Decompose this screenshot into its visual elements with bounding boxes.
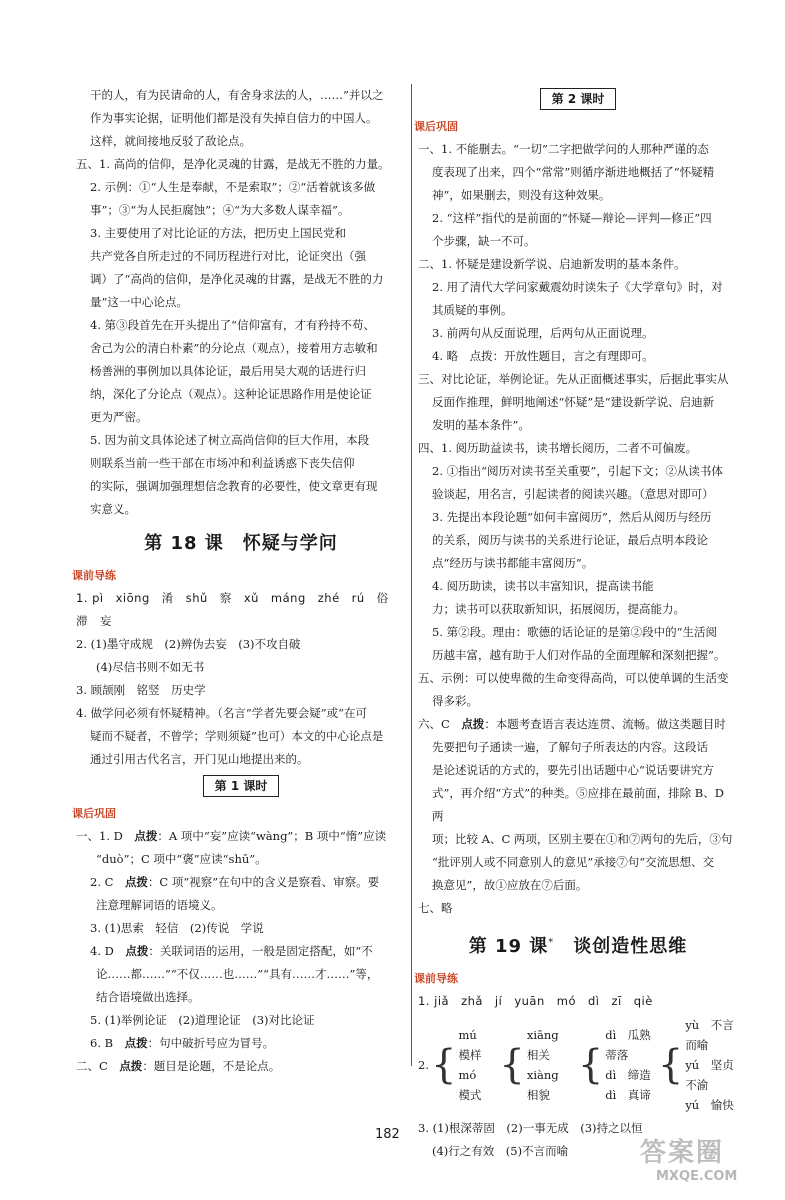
answer-line: 七、略 [418,901,453,915]
section-review-heading: 课后巩固 [72,807,116,820]
answer-line: “duò”；C 项中“褒”应读“shū”。 [96,852,267,866]
watermark-url: MXQE.COM [656,1169,738,1184]
hint-label: 点拨 [125,944,149,958]
hint-label: 点拨 [124,875,148,889]
text-line: 2. 示例：①“人生是奉献，不是索取”；②“活着就该多做 [90,180,376,194]
hint-label: 点拨 [119,1059,143,1073]
lesson-number: 第 19 课 [468,936,549,957]
group-item: xiāng 相关 [526,1028,571,1062]
section-preview-heading: 课前导练 [72,569,116,582]
answer-line: 五、示例：可以使卑微的生命变得高尚，可以使单调的生活变 [418,671,729,685]
section-preview-heading: 课前导练 [414,972,458,985]
page-number: 182 [375,1127,400,1142]
brace-glyph: { [577,1042,604,1088]
text-line: 调）了“高尚的信仰，是净化灵魂的甘露，是战无不胜的力 [90,272,384,286]
answer-line [76,871,406,894]
group-item: yù 不言而喻 [685,1018,734,1052]
answer-5-1: 五、1. 高尚的信仰，是净化灵魂的甘露，是战无不胜的力量。 [76,157,390,171]
right-column [414,84,738,1163]
answer-line: 2. ①指出“阅历对读书至关重要”，引起下文；②从读书体 [432,464,723,478]
text-line: 这样，就间接地反驳了敌论点。 [90,134,251,148]
answer-line: 个步骤，缺一不可。 [432,234,536,248]
answer-line: 4. 做学问必须有怀疑精神。（名言“学者先要会疑”或“在可 [76,706,368,720]
answer-line: 的关系，阅历与读书的关系进行论证，最后点明本段论 [432,533,708,547]
watermark-logo [640,1132,765,1192]
text-line: 更为严密。 [90,410,148,424]
answer-line: 2. (1)墨守成规 (2)辨伪去妄 (3)不攻自破 [76,637,301,651]
answer-line [76,1055,406,1078]
answer-line: 一、1. 不能删去。“一切”二字把做学问的人那种严谨的态 [418,142,709,156]
answer-text: ：C 项“视察”在句中的含义是察看、审察。要 [147,875,380,889]
answer-line: 三、对比论证，举例论证。先从正面概述事实，后据此事实从 [418,372,729,386]
answer-line: 4. 阅历助读，读书以丰富知识，提高读书能 [432,579,654,593]
group-item: mú 模样 [458,1028,489,1062]
group-item: mó 模式 [458,1068,488,1102]
text-line: 舍己为公的清白朴素”的分论点（观点），接着用方志敏和 [90,341,378,355]
brace-glyph: { [430,1042,457,1088]
answer-text: 4. D [90,944,126,958]
answer-line: 历越丰富，越有助于人们对作品的全面理解和深刻把握”。 [432,648,726,662]
answer-text: 6. B [90,1036,125,1050]
group-2 [527,1025,576,1105]
answer-text: 一、1. D [76,829,135,843]
text-line: 共产党各自所走过的不同历程进行对比，论证突出（强 [90,249,366,263]
answer-line: 四、1. 阅历助益读书，读书增长阅历，二者不可偏废。 [418,441,698,455]
answer-line: 式”，再介绍“方式”的种类。⑤应排在最前面，排除 B、D 两 [432,786,724,823]
answer-text: ：本题考查语言表达连贯、流畅。做这类题目时 [484,717,726,731]
answer-line: 3. 前两句从反面说理，后两句从正面说理。 [432,326,654,340]
answer-line: 点“经历与读书都能丰富阅历”。 [432,556,594,570]
group-item: yú 坚贞不渝 [685,1058,734,1092]
answer-line: 先要把句子通读一遍，了解句子所表达的内容。这段话 [432,740,708,754]
group-3 [605,1025,656,1105]
answer-line: 项；比较 A、C 两项，区别主要在①和⑦两句的先后，③句 [432,832,733,846]
answer-text: ：A 项中“妄”应读“wàng”；B 项中“惰”应读 [157,829,387,843]
answer-line: 通过引用古代名言，开门见山地提出来的。 [90,752,309,766]
answer-line: 4. 略 点拨：开放性题目，言之有理即可。 [432,349,654,363]
text-line: 的实际，强调加强理想信念教育的必要性，使文章更有现 [90,479,378,493]
answer-line [418,713,738,736]
answer-line: 度表现了出来，四个“常常”则循序渐进地概括了“怀疑精 [432,165,715,179]
answer-line: 是论述说话的方式的，要先引出话题中心“说话要讲究方 [432,763,714,777]
pinyin-answers: 1. pì xiōng 淆 shǔ 察 xǔ máng zhé rú 俗 滞 妄 [76,591,401,628]
optional-star: * [548,937,555,948]
text-line: 5. 因为前文具体论述了树立高尚信仰的巨大作用，本段 [90,433,370,447]
hint-label: 点拨 [124,1036,148,1050]
lesson-19-title [418,928,738,962]
answer-line: 验谈起，用名言，引起读者的阅读兴趣。（意思对即可） [432,487,714,501]
text-line: 作为事实论据，证明他们都是没有失掉自信力的中国人。 [90,111,378,125]
answer-line: (4)尽信书则不如无书 [96,660,205,674]
lesson-18-title: 第 18 课 怀疑与学问 [144,533,338,554]
column-divider [411,84,412,1066]
left-column [72,84,406,1078]
polyphone-groups [418,1015,738,1115]
hint-label: 点拨 [134,829,158,843]
group-4 [685,1015,738,1115]
answer-text: ：题目是论题，不是论点。 [142,1059,281,1073]
answer-line [76,940,406,963]
section-review-heading: 课后巩固 [414,120,458,133]
answer-line: 反面作推理，鲜明地阐述“怀疑”是“建设新学说、启迪新 [432,395,715,409]
answer-line: 5. (1)举例论证 (2)道理论证 (3)对比论证 [90,1013,315,1027]
watermark-text: 答案圈 [640,1138,725,1168]
answer-text: 二、C [76,1059,120,1073]
group-item: dì 真谛 [605,1088,651,1102]
text-line: 事”；③“为人民拒腐蚀”；④“为大多数人谋幸福”。 [90,203,350,217]
lesson-name: 谈创造性思维 [573,936,688,957]
answer-line: 神”，如果删去，则没有这种效果。 [432,188,611,202]
text-line: 量”这一中心论点。 [90,295,188,309]
group-1 [458,1025,497,1105]
answer-line: 换意见”，故①应放在⑦后面。 [432,878,588,892]
answer-line: (4)行之有效 (5)不言而喻 [432,1144,569,1158]
answer-line: 3. (1)根深蒂固 (2)一事无成 (3)持之以恒 [418,1121,643,1135]
answer-line: 其质疑的事例。 [432,303,513,317]
answer-line: 3. 顾颉刚 铭竖 历史学 [76,683,206,697]
answer-line: 得多彩。 [432,694,478,708]
answer-line: 5. 第②段。理由：歌德的话论证的是第②段中的“生活阅 [432,625,718,639]
answer-line: 二、1. 怀疑是建设新学说、启迪新发明的基本条件。 [418,257,686,271]
hint-label: 点拨 [461,717,485,731]
answer-line: 2. “这样”指代的是前面的“怀疑—辩论—评判—修正”四 [432,211,712,225]
answer-line: 发明的基本条件”。 [432,418,530,432]
answer-line [76,825,406,848]
question-number: 2. [418,1057,429,1072]
answer-line: 3. 先提出本段论题“如何丰富阅历”，然后从阅历与经历 [432,510,712,524]
text-line: 则联系当前一些干部在市场冲和利益诱惑下丧失信仰 [90,456,355,470]
text-line: 干的人，有为民请命的人，有舍身求法的人，……”并以之 [90,88,384,102]
brace-glyph: { [657,1042,684,1088]
text-line: 杨善洲的事例加以具体论证，最后用吴大观的话进行归 [90,364,366,378]
answer-line: 结合语境做出选择。 [96,990,200,1004]
answer-line: 3. (1)思索 轻信 (2)传说 学说 [90,921,264,935]
answer-line: “批评別人或不同意别人的意见”承接⑦句“交流思想、交 [432,855,715,869]
text-line: 3. 主要使用了对比论证的方法，把历史上国民党和 [90,226,347,240]
text-line: 4. 第③段首先在开头提出了“信仰富有，才有矜持不苟、 [90,318,376,332]
answer-text: ：句中破折号应为冒号。 [147,1036,275,1050]
brace-glyph: { [499,1042,525,1088]
period-1-box: 第 1 课时 [203,775,279,797]
group-item: yú 愉快 [685,1098,734,1112]
answer-line: 论……都……”“不仅……也……”“具有……才……”等， [96,967,379,981]
answer-line: 2. 用了清代大学问家戴震幼时读朱子《大学章句》时，对 [432,280,723,294]
answer-line: 疑而不疑者，不曾学；学则须疑”也可）本文的中心论点是 [90,729,384,743]
answer-text: 六、C [418,717,462,731]
answer-line [76,1032,406,1055]
group-item: xiàng 相貌 [526,1068,571,1102]
group-item: dì 缔造 [605,1068,651,1082]
text-line: 纳，深化了分论点（观点）。这种论证思路作用是使论证 [90,387,372,401]
pinyin-answers: 1. jiǎ zhǎ jí yuān mó dì zī qiè [418,994,653,1008]
answer-line: 力；读书可以获取新知识，拓展阅历，提高能力。 [432,602,685,616]
group-item: dì 瓜熟蒂落 [605,1028,651,1062]
answer-text: 2. C [90,875,125,889]
answer-text: ：关联词语的运用，一般是固定搭配，如“不 [148,944,373,958]
period-2-box: 第 2 课时 [540,88,616,110]
answer-line: 注意理解词语的语境义。 [96,898,223,912]
text-line: 实意义。 [90,502,136,516]
